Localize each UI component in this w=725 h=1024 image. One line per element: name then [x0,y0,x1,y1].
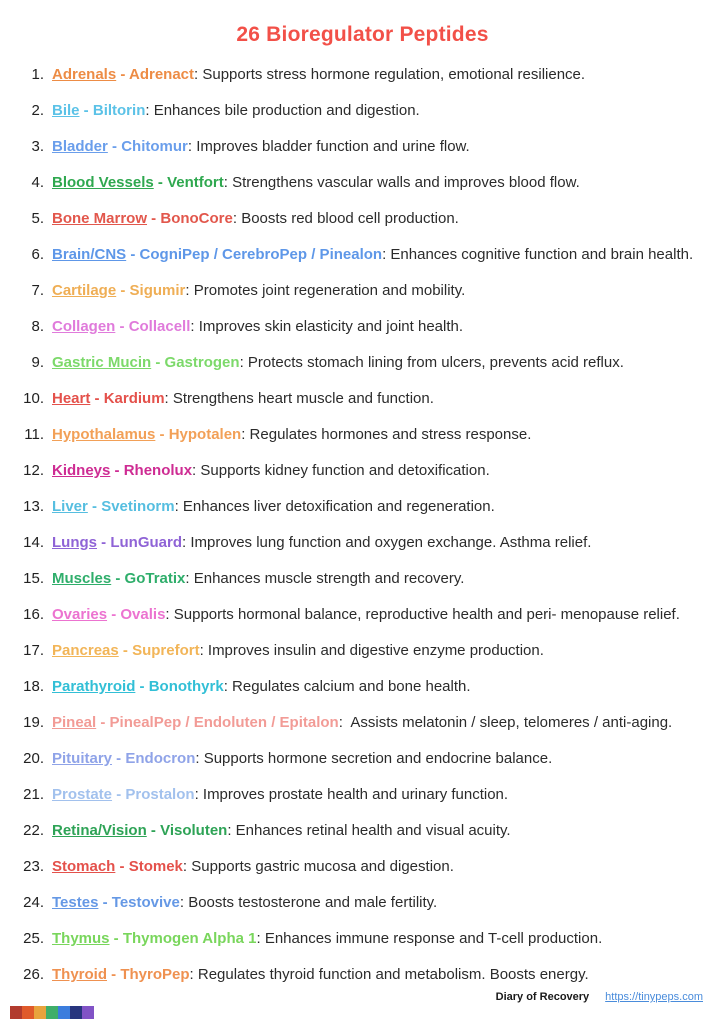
list-item [8,281,709,301]
item-number: 6. [31,246,44,263]
item-content [52,281,465,301]
list-item [8,893,709,913]
organ-link[interactable]: Blood Vessels [52,174,154,191]
separator: - [87,498,102,515]
item-content [52,101,420,121]
color-strip-segment [22,1006,34,1019]
item-description: : Improves prostate health and urinary function. [194,786,509,803]
item-number: 18. [23,678,44,695]
item-content [52,965,589,985]
separator: - [116,282,130,299]
item-content [52,173,580,193]
organ-link[interactable]: Thymus [52,930,110,947]
list-item [8,533,709,553]
list-item [8,857,709,877]
peptide-name: ThyroPep [120,966,190,983]
item-number: 20. [23,750,44,767]
item-content [52,533,591,553]
separator: - [107,966,121,983]
item-description: : Improves skin elasticity and joint health. [190,318,464,335]
organ-link[interactable]: Pancreas [52,642,119,659]
list-item [8,461,709,481]
item-number: 11. [24,426,44,443]
site-link[interactable]: https://tinypeps.com [605,991,703,1003]
separator: - [146,822,161,839]
item-content [52,785,508,805]
item-description: : Strengthens vascular walls and improves blood flow. [223,174,580,191]
peptide-name: Thymogen Alpha 1 [122,930,257,947]
item-content [52,425,531,445]
organ-link[interactable]: Hypothalamus [52,426,156,443]
peptide-name: CogniPep / CerebroPep / Pinealon [139,246,383,263]
list-item [8,569,709,589]
item-description: : Boosts red blood cell production. [232,210,459,227]
organ-link[interactable]: Cartilage [52,282,117,299]
item-description: : Improves bladder function and urine flow. [187,138,470,155]
list-item [8,749,709,769]
item-description: : Supports hormonal balance, reproductive health and peri- menopause relief. [165,606,680,623]
organ-link[interactable]: Retina/Vision [52,822,147,839]
item-description: : Regulates hormones and stress response. [241,426,532,443]
item-number: 21. [23,786,44,803]
item-number: 22. [23,822,44,839]
item-content [52,677,471,697]
item-number: 26. [23,966,44,983]
item-number: 5. [31,210,44,227]
color-strip-segment [82,1006,94,1019]
color-strip [10,1006,94,1019]
organ-link[interactable]: Kidneys [52,462,111,479]
organ-link[interactable]: Liver [52,498,88,515]
peptide-name: Gastrogen [164,354,240,371]
separator: - [79,102,93,119]
item-description: : Enhances muscle strength and recovery. [185,570,465,587]
organ-link[interactable]: Gastric Mucin [52,354,152,371]
item-content [52,245,693,265]
list-item [8,425,709,445]
list-item [8,497,709,517]
organ-link[interactable]: Bladder [52,138,108,155]
item-number: 14. [23,534,44,551]
item-content [52,713,672,733]
separator: - [97,534,111,551]
peptide-name: Sigumir [129,282,186,299]
item-description: : Enhances cognitive function and brain health. [382,246,694,263]
organ-link[interactable]: Ovaries [52,606,108,623]
item-description: : Enhances liver detoxification and regeneration. [174,498,495,515]
item-content [52,893,437,913]
peptide-name: Rhenolux [123,462,193,479]
peptide-name: Ovalis [120,606,166,623]
list-item [8,785,709,805]
item-content [52,821,511,841]
item-content [52,641,544,661]
item-number: 8. [31,318,44,335]
separator: - [98,894,112,911]
item-description: : Enhances bile production and digestion. [145,102,420,119]
peptide-name: Svetinorm [101,498,175,515]
list-item [8,713,709,733]
peptide-name: GoTratix [124,570,186,587]
separator: - [112,786,126,803]
organ-link[interactable]: Prostate [52,786,113,803]
item-description: : Supports gastric mucosa and digestion. [182,858,454,875]
item-content [52,389,434,409]
item-content [52,461,490,481]
separator: - [109,930,123,947]
list-item [8,641,709,661]
peptide-name: Adrenact [128,66,195,83]
color-strip-segment [10,1006,22,1019]
list-item [8,209,709,229]
list-item [8,173,709,193]
peptide-name: LunGuard [110,534,183,551]
organ-link[interactable]: Collagen [52,318,116,335]
item-content [52,749,552,769]
peptide-name: Stomek [128,858,183,875]
peptide-name: Suprefort [132,642,200,659]
item-description: : Assists melatonin / sleep, telomeres / anti-aging. [338,714,673,731]
organ-link[interactable]: Testes [52,894,99,911]
footer [496,990,703,1004]
item-content [52,569,464,589]
list-item [8,353,709,373]
item-number: 25. [23,930,44,947]
item-content [52,929,602,949]
separator: - [153,174,168,191]
item-number: 9. [31,354,44,371]
item-content [52,209,459,229]
item-number: 17. [23,642,44,659]
organ-link[interactable]: Bone Marrow [52,210,148,227]
peptide-name: Collacell [128,318,191,335]
organ-link[interactable]: Muscles [52,570,112,587]
peptide-name: Endocron [125,750,196,767]
peptide-name: Chitomur [121,138,188,155]
item-number: 12. [23,462,44,479]
brand-name: Diary of Recovery [495,991,590,1003]
item-number: 10. [23,390,44,407]
separator: - [155,426,169,443]
separator: - [112,750,126,767]
item-description: : Enhances immune response and T-cell production. [256,930,603,947]
item-content [52,857,454,877]
item-number: 1. [31,66,44,83]
item-description: : Promotes joint regeneration and mobility. [185,282,466,299]
organ-link[interactable]: Lungs [52,534,97,551]
item-description: : Supports stress hormone regulation, emotional resilience. [194,66,586,83]
organ-link[interactable]: Brain/CNS [52,246,127,263]
separator: - [126,246,140,263]
peptide-name: Hypotalen [168,426,242,443]
color-strip-segment [58,1006,70,1019]
item-description: : Regulates thyroid function and metabolism. Boosts energy. [189,966,589,983]
peptide-list [0,65,725,985]
list-item [8,317,709,337]
item-number: 2. [31,102,44,119]
item-number: 4. [31,174,44,191]
peptide-name: Testovive [111,894,180,911]
separator: - [111,570,125,587]
item-description: : Strengthens heart muscle and function. [164,390,434,407]
organ-link[interactable]: Parathyroid [52,678,136,695]
peptide-name: PinealPep / Endoluten / Epitalon [109,714,339,731]
list-item [8,821,709,841]
organ-link[interactable]: Adrenals [52,66,117,83]
separator: - [115,858,129,875]
separator: - [147,210,161,227]
separator: - [96,714,110,731]
separator: - [107,606,121,623]
list-item [8,245,709,265]
item-description: : Regulates calcium and bone health. [223,678,471,695]
item-number: 15. [23,570,44,587]
item-content [52,605,680,625]
separator: - [110,462,124,479]
peptide-name: Bonothyrk [148,678,224,695]
item-content [52,137,470,157]
separator: - [115,318,129,335]
color-strip-segment [34,1006,46,1019]
separator: - [151,354,165,371]
list-item [8,65,709,85]
item-description: : Improves insulin and digestive enzyme production. [199,642,544,659]
organ-link[interactable]: Heart [52,390,91,407]
peptide-name: Prostalon [125,786,195,803]
peptide-name: Biltorin [92,102,146,119]
separator: - [116,66,129,83]
organ-link[interactable]: Stomach [52,858,116,875]
item-description: : Protects stomach lining from ulcers, prevents acid reflux. [239,354,624,371]
separator: - [90,390,104,407]
list-item [8,389,709,409]
item-description: : Supports kidney function and detoxification. [192,462,490,479]
organ-link[interactable]: Pineal [52,714,97,731]
item-number: 19. [23,714,44,731]
peptide-name: Kardium [103,390,165,407]
item-content [52,353,624,373]
organ-link[interactable]: Thyroid [52,966,107,983]
item-number: 23. [23,858,44,875]
item-content [52,497,495,517]
list-item [8,605,709,625]
item-number: 13. [23,498,44,515]
separator: - [135,678,149,695]
organ-link[interactable]: Bile [52,102,80,119]
separator: - [118,642,133,659]
color-strip-segment [70,1006,82,1019]
item-number: 7. [31,282,44,299]
page-title: 26 Bioregulator Peptides [236,23,489,46]
item-description: : Supports hormone secretion and endocrine balance. [195,750,553,767]
list-item [8,677,709,697]
color-strip-segment [46,1006,58,1019]
peptide-name: Visoluten [160,822,228,839]
item-number: 24. [23,894,44,911]
item-description: : Enhances retinal health and visual acuity. [227,822,511,839]
list-item [8,929,709,949]
item-description: : Boosts testosterone and male fertility. [179,894,438,911]
separator: - [107,138,122,155]
organ-link[interactable]: Pituitary [52,750,113,767]
item-number: 16. [23,606,44,623]
peptide-name: Ventfort [167,174,224,191]
item-content [52,317,463,337]
item-description: : Improves lung function and oxygen exchange. Asthma relief. [182,534,592,551]
list-item [8,965,709,985]
peptide-name: BonoCore [160,210,233,227]
item-number: 3. [31,138,44,155]
item-content [52,65,585,85]
list-item [8,101,709,121]
list-item [8,137,709,157]
